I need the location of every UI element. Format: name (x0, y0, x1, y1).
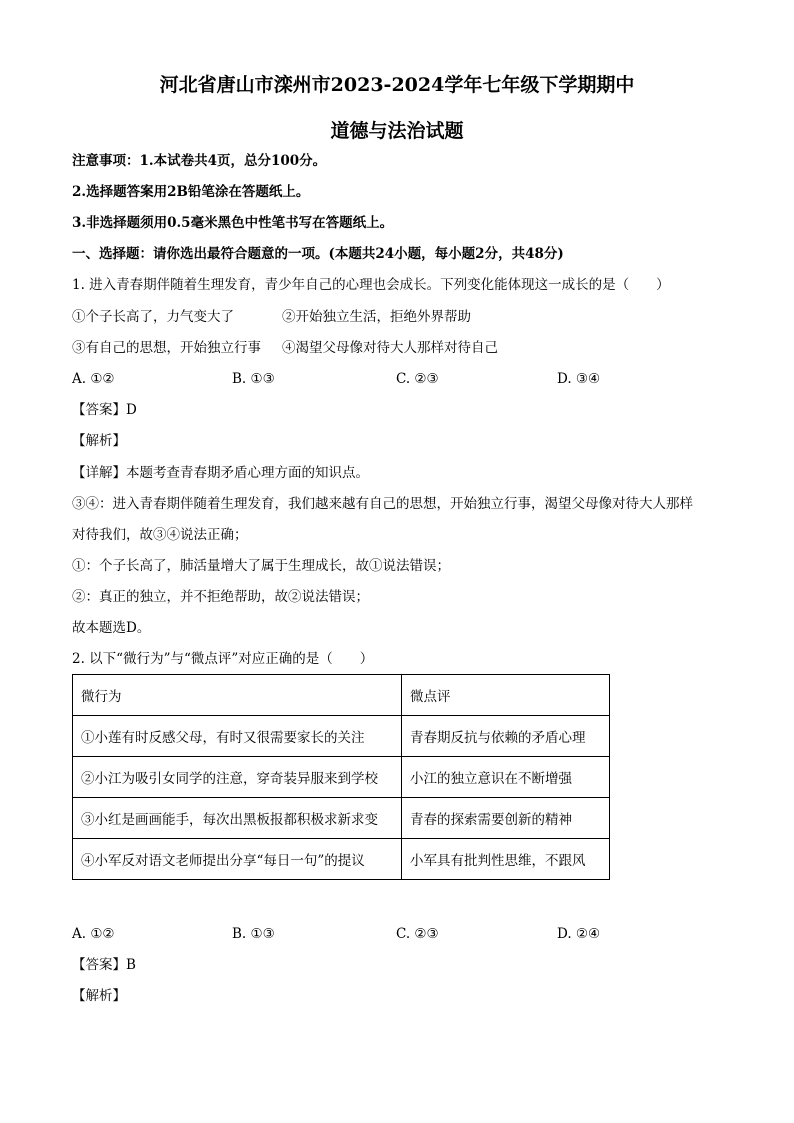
q2-table (72, 674, 610, 880)
note-2: 2.选择题答案用2B铅笔涂在答题纸上。 (72, 184, 310, 200)
table-row (73, 757, 610, 798)
table-header-cell: 微行为 (73, 675, 402, 716)
table-cell: ④小军反对语文老师提出分享“每日一句”的提议 (73, 839, 402, 880)
page-subtitle: 道德与法治试题 (330, 120, 464, 142)
q1-item-3: ③有自己的思想，开始独立行事 (72, 340, 261, 356)
q1-detail-5: ②：真正的独立，并不拒绝帮助，故②说法错误； (72, 589, 369, 605)
q1-item-4: ④渴望父母像对待大人那样对待自己 (282, 340, 498, 356)
table-cell: 小军具有批判性思维，不跟风 (402, 839, 610, 880)
q2-stem: 2. 以下“微行为”与“微点评”对应正确的是（ ） (72, 651, 374, 667)
table-header-row (73, 675, 610, 716)
q1-option-a: A. ①② (72, 371, 115, 387)
q1-detail-6: 故本题选D。 (72, 620, 151, 636)
table-cell: 小江的独立意识在不断增强 (402, 757, 610, 798)
q1-item-1: ①个子长高了，力气变大了 (72, 309, 234, 325)
q1-detail-1: 【详解】本题考查青春期矛盾心理方面的知识点。 (72, 465, 369, 481)
table-header-cell: 微点评 (402, 675, 610, 716)
table-cell: ③小红是画画能手，每次出黑板报都积极求新求变 (73, 798, 402, 839)
table-row (73, 716, 610, 757)
note-3: 3.非选择题须用0.5毫米黑色中性笔书写在答题纸上。 (72, 215, 394, 231)
q2-option-c: C. ②③ (396, 926, 439, 942)
q1-answer: 【答案】D (72, 402, 137, 418)
q1-option-c: C. ②③ (396, 371, 439, 387)
q1-item-2: ②开始独立生活，拒绝外界帮助 (282, 309, 471, 325)
q1-option-d: D. ③④ (557, 371, 601, 387)
q1-analysis: 【解析】 (72, 433, 126, 449)
table-row (73, 839, 610, 880)
table-cell: 青春的探索需要创新的精神 (402, 798, 610, 839)
note-1: 注意事项：1.本试卷共4页，总分100分。 (72, 153, 327, 169)
q1-detail-4: ①：个子长高了，肺活量增大了属于生理成长，故①说法错误； (72, 558, 450, 574)
q1-option-b: B. ①③ (232, 371, 275, 387)
q1-detail-3: 对待我们，故③④说法正确； (72, 527, 248, 543)
q2-answer: 【答案】B (72, 957, 136, 973)
table-cell: ①小莲有时反感父母，有时又很需要家长的关注 (73, 716, 402, 757)
table-cell: ②小江为吸引女同学的注意，穿奇装异服来到学校 (73, 757, 402, 798)
q1-stem: 1. 进入青春期伴随着生理发育，青少年自己的心理也会成长。下列变化能体现这一成长的是（ ） (72, 277, 670, 293)
page-title: 河北省唐山市滦州市2023-2024学年七年级下学期期中 (159, 74, 635, 96)
q2-analysis: 【解析】 (72, 988, 126, 1004)
section-heading: 一、选择题：请你选出最符合题意的一项。(本题共24小题，每小题2分，共48分) (72, 246, 564, 262)
q1-detail-2: ③④：进入青春期伴随着生理发育，我们越来越有自己的思想，开始独立行事，渴望父母像对待大人那样 (72, 496, 693, 512)
table-cell: 青春期反抗与依赖的矛盾心理 (402, 716, 610, 757)
q2-option-b: B. ①③ (232, 926, 275, 942)
table-row (73, 798, 610, 839)
q2-option-a: A. ①② (72, 926, 115, 942)
q2-option-d: D. ②④ (557, 926, 601, 942)
